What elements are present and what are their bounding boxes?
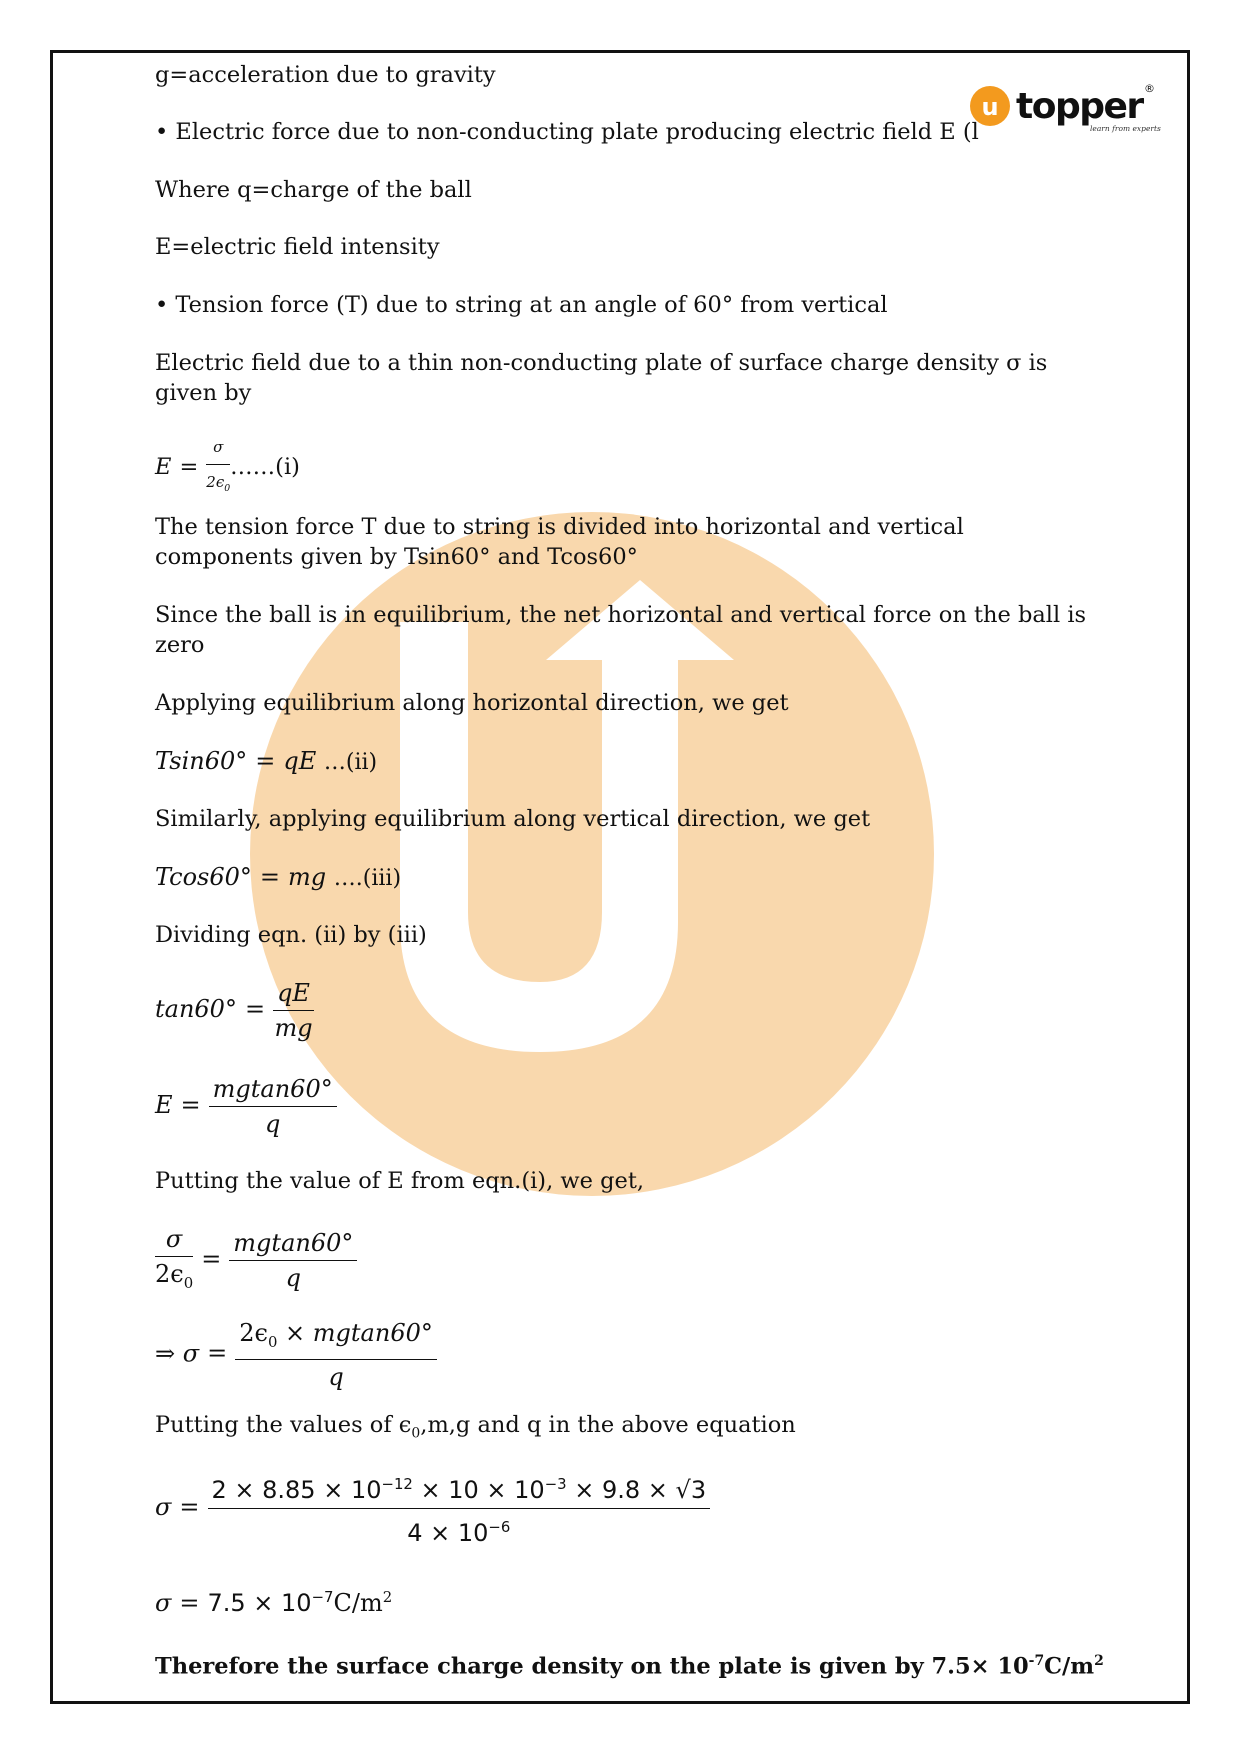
eq-tan-equals: = — [244, 995, 266, 1023]
eq-sr-left-numerator: σ — [155, 1224, 193, 1257]
eq-ss-numerator — [235, 1318, 437, 1360]
putting-values-b: ,m,g and q in the above equation — [420, 1412, 796, 1438]
eq-res-unit: C/m — [333, 1589, 383, 1617]
eq-ii-rhs: qE — [283, 747, 317, 775]
logo-registered-mark: ® — [1144, 82, 1155, 95]
eq-ss-equals: = — [207, 1339, 228, 1368]
equation-tan — [155, 978, 314, 1043]
equation-iii — [155, 862, 401, 894]
conclusion-unit-exp: 2 — [1094, 1653, 1104, 1669]
text-line-conclusion — [155, 1646, 1104, 1682]
eq-tan-lhs: tan60° — [155, 995, 237, 1023]
equation-e-mgtan — [155, 1074, 337, 1139]
eq-iii-lhs: Tcos60° — [155, 863, 252, 891]
equation-ii — [155, 746, 377, 778]
conclusion-text: Therefore the surface charge density on the plate is given by 7.5× 10 — [155, 1653, 1029, 1680]
eq-e-lhs: E — [155, 1091, 173, 1119]
text-line-putting-values — [155, 1410, 796, 1449]
eq-sr-right-denominator: q — [285, 1264, 302, 1293]
logo-glyph: u — [981, 93, 999, 121]
eq-num-fraction — [208, 1468, 711, 1549]
eq-num-equals: = — [179, 1493, 200, 1521]
eq-ii-lhs: Tsin60° — [155, 747, 248, 775]
text-line-horizontal: Applying equilibrium along horizontal direction, we get — [155, 690, 789, 716]
eq-tan-numerator: qE — [273, 978, 314, 1011]
text-line-tension-force: • Tension force (T) due to string at an angle of 60° from vertical — [155, 292, 888, 318]
eq-num-exp-1: −12 — [381, 1475, 413, 1493]
text-line-equilibrium-b: zero — [155, 632, 205, 658]
eq-ss-denominator: q — [328, 1362, 344, 1391]
eq-sr-equals: = — [201, 1245, 222, 1274]
eq-res-unit-exp: 2 — [382, 1588, 393, 1606]
eq-ss-num-sub: 0 — [267, 1332, 278, 1351]
equation-result — [155, 1582, 392, 1618]
text-line-putting-e: Putting the value of E from eqn.(i), we get, — [155, 1168, 645, 1194]
equation-i — [155, 432, 300, 504]
text-line-plate-field-b: given by — [155, 380, 252, 406]
eq-res-equals: = — [179, 1589, 200, 1617]
topper-logo — [968, 78, 1164, 140]
eq-num-den-a: 4 × 10 — [407, 1519, 489, 1547]
conclusion-exp: -7 — [1028, 1653, 1045, 1669]
eq-num-part-a: 2 × 8.85 × 10 — [211, 1476, 382, 1504]
eq-num-den-exp: −6 — [488, 1518, 511, 1536]
eq-num-exp-2: −3 — [544, 1475, 567, 1493]
eq-ss-num-a: 2ϵ — [239, 1319, 268, 1347]
eq-num-denominator — [208, 1509, 711, 1549]
eq-ss-num-b: × mgtan60° — [277, 1319, 433, 1347]
eq-res-lhs: σ — [155, 1589, 172, 1617]
text-line-equilibrium-a: Since the ball is in equilibrium, the net horizontal and vertical force on the ball is — [155, 602, 1087, 628]
text-line-field-intensity: E=electric field intensity — [155, 234, 440, 260]
eq-tan-fraction — [273, 978, 314, 1043]
eq-sr-left-fraction — [155, 1224, 193, 1298]
text-line-gravity: g=acceleration due to gravity — [155, 62, 496, 88]
putting-values-a: Putting the values of ϵ — [155, 1412, 412, 1438]
eq-sr-left-den-base: 2ϵ — [155, 1260, 184, 1288]
text-line-plate-field-a: Electric field due to a thin non-conducting plate of surface charge density σ is — [155, 350, 1048, 376]
eq-sr-right-numerator: mgtan60° — [229, 1228, 357, 1261]
eq-i-den-base: 2ϵ — [206, 473, 225, 491]
eq-iii-rhs: mg — [288, 863, 327, 891]
eq-e-equals: = — [180, 1091, 201, 1119]
eq-i-denominator — [206, 465, 230, 504]
conclusion-unit: C/m — [1044, 1653, 1095, 1680]
eq-i-tag: ……(i) — [230, 454, 300, 480]
text-line-tension-divided-a: The tension force T due to string is divided into horizontal and vertical — [155, 514, 964, 540]
eq-e-fraction — [209, 1074, 337, 1139]
equation-numeric — [155, 1468, 710, 1549]
eq-e-denominator: q — [264, 1110, 281, 1138]
eq-ii-equals: = — [255, 747, 276, 775]
eq-num-part-c: × 9.8 × √3 — [566, 1476, 707, 1504]
eq-iii-equals: = — [259, 863, 280, 891]
eq-sr-right-fraction — [229, 1228, 357, 1293]
text-line-tension-divided-b: components given by Tsin60° and Tcos60° — [155, 544, 638, 570]
eq-res-value: 7.5 × 10 — [207, 1589, 312, 1617]
eq-num-numerator — [208, 1468, 711, 1509]
text-line-charge: Where q=charge of the ball — [155, 177, 472, 203]
eq-iii-tag: ….(iii) — [333, 866, 402, 891]
eq-num-lhs: σ — [155, 1493, 172, 1521]
eq-i-lhs: E — [155, 454, 172, 480]
eq-num-part-b: × 10 × 10 — [412, 1476, 545, 1504]
eq-ss-lhs: ⇒ σ — [155, 1339, 200, 1368]
eq-sr-left-den-sub: 0 — [183, 1273, 194, 1292]
eq-ss-fraction — [235, 1318, 437, 1392]
eq-i-numerator: σ — [206, 432, 230, 465]
eq-res-exp: −7 — [311, 1588, 334, 1606]
equation-sigma-ratio — [155, 1224, 357, 1298]
text-line-dividing: Dividing eqn. (ii) by (iii) — [155, 922, 427, 948]
eq-i-equals: = — [179, 454, 199, 480]
text-line-vertical: Similarly, applying equilibrium along vertical direction, we get — [155, 806, 871, 832]
eq-tan-denominator: mg — [274, 1014, 313, 1042]
eq-sr-left-denominator — [155, 1257, 193, 1298]
eq-i-den-sub: 0 — [224, 483, 231, 494]
text-line-electric-force: • Electric force due to non-conducting plate producing electric field E (l — [155, 119, 979, 145]
equation-sigma-solved — [155, 1318, 437, 1392]
logo-wordmark: topper — [1016, 86, 1143, 127]
eq-ii-tag: …(ii) — [323, 750, 378, 775]
logo-tagline: learn from experts — [1090, 124, 1161, 133]
eq-e-numerator: mgtan60° — [209, 1074, 337, 1107]
putting-values-sub: 0 — [411, 1425, 421, 1442]
eq-i-fraction — [206, 432, 230, 504]
